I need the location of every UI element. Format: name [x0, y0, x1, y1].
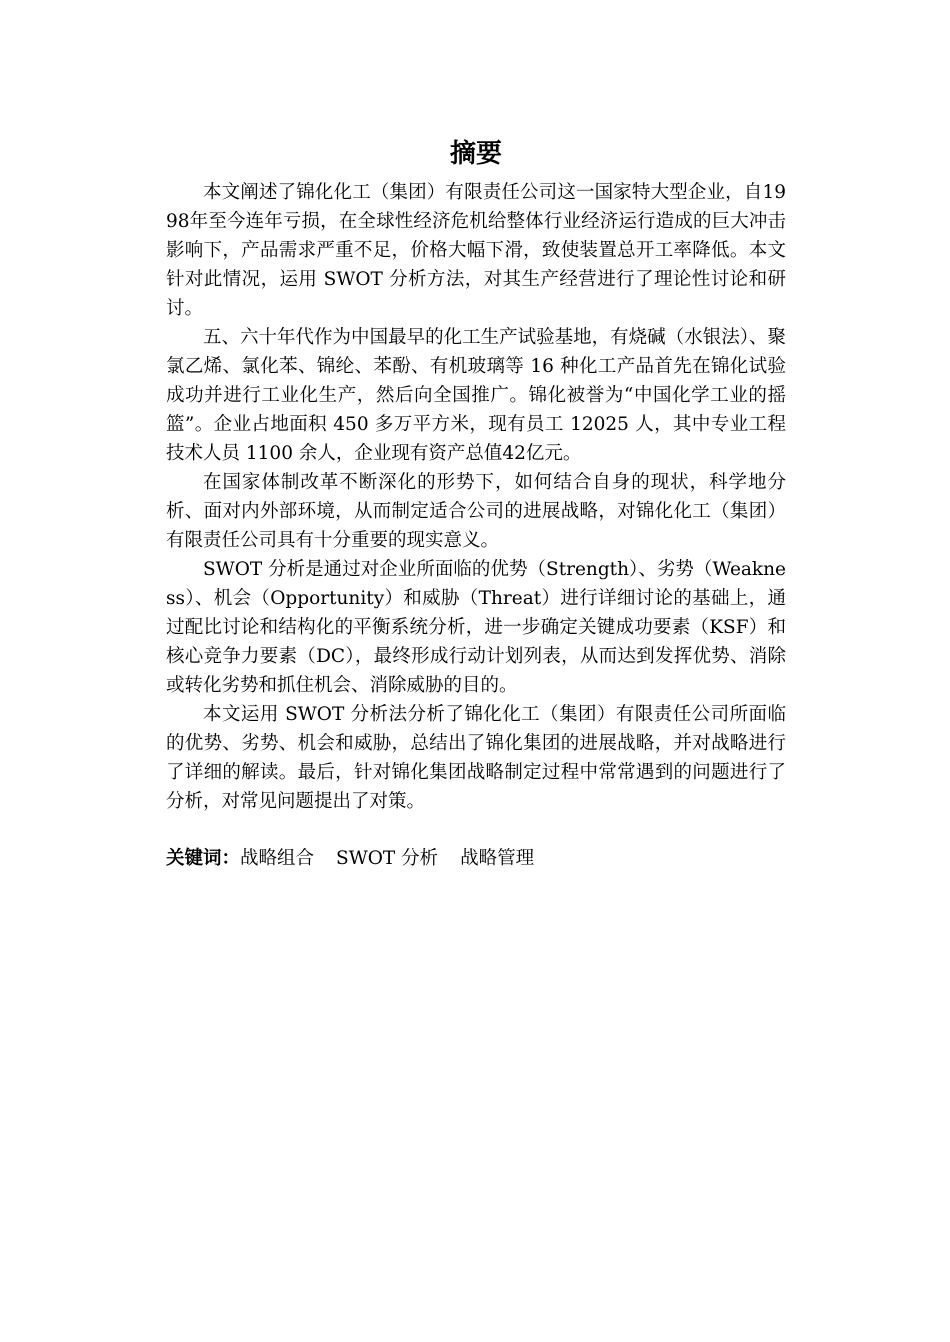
keyword-item: 战略管理 — [460, 848, 535, 869]
abstract-paragraph-1: 本文阐述了锦化化工（集团）有限责任公司这一国家特大型企业，自1998年至今连年亏损，在全球性经济危机给整体行业经济运行造成的巨大冲击影响下，产品需求严重不足，价格大幅下滑，致使装置总开工率降低。本文针对此情况，运用 SWOT 分析方法，对其生产经营进行了理论性讨论和研讨。 — [166, 182, 786, 319]
abstract-paragraph-3: 在国家体制改革不断深化的形势下，如何结合自身的现状，科学地分析、面对内外部环境，从而制定适合公司的进展战略，对锦化化工（集团）有限责任公司具有十分重要的现实意义。 — [166, 472, 786, 551]
abstract-paragraph-2: 五、六十年代作为中国最早的化工生产试验基地，有烧碱（水银法）、聚氯乙烯、氯化苯、锦纶、苯酚、有机玻璃等 16 种化工产品首先在锦化试验成功并进行工业化生产，然后向全国推广。锦化被誉为“中国化学工业的摇篮”。企业占地面积 450 多万平方米，现有员工 12025 人，其中专业工程技术人员 1100 余人，企业现有资产总值42亿元。 — [166, 327, 786, 464]
document-page — [166, 132, 786, 873]
keyword-item: 战略组合 — [240, 848, 315, 869]
keyword-item: SWOT 分析 — [336, 848, 439, 869]
abstract-title: 摘要 — [449, 139, 502, 169]
keywords-label: 关键词： — [166, 848, 241, 869]
abstract-paragraph-5: 本文运用 SWOT 分析法分析了锦化化工（集团）有限责任公司所面临的优势、劣势、机会和威胁，总结出了锦化集团的进展战略，并对战略进行了详细的解读。最后，针对锦化集团战略制定过程中常常遇到的问题进行了分析，对常见问题提出了对策。 — [166, 704, 786, 812]
abstract-paragraph-4: SWOT 分析是通过对企业所面临的优势（Strength）、劣势（Weakness）、机会（Opportunity）和威胁（Threat）进行详细讨论的基础上，通过配比讨论和结构化的平衡系统分析，进一步确定关键成功要素（KSF）和核心竞争力要素（DC），最终形成行动计划列表，从而达到发挥优势、消除或转化劣势和抓住机会、消除威胁的目的。 — [166, 559, 786, 696]
keywords-line — [166, 844, 786, 873]
